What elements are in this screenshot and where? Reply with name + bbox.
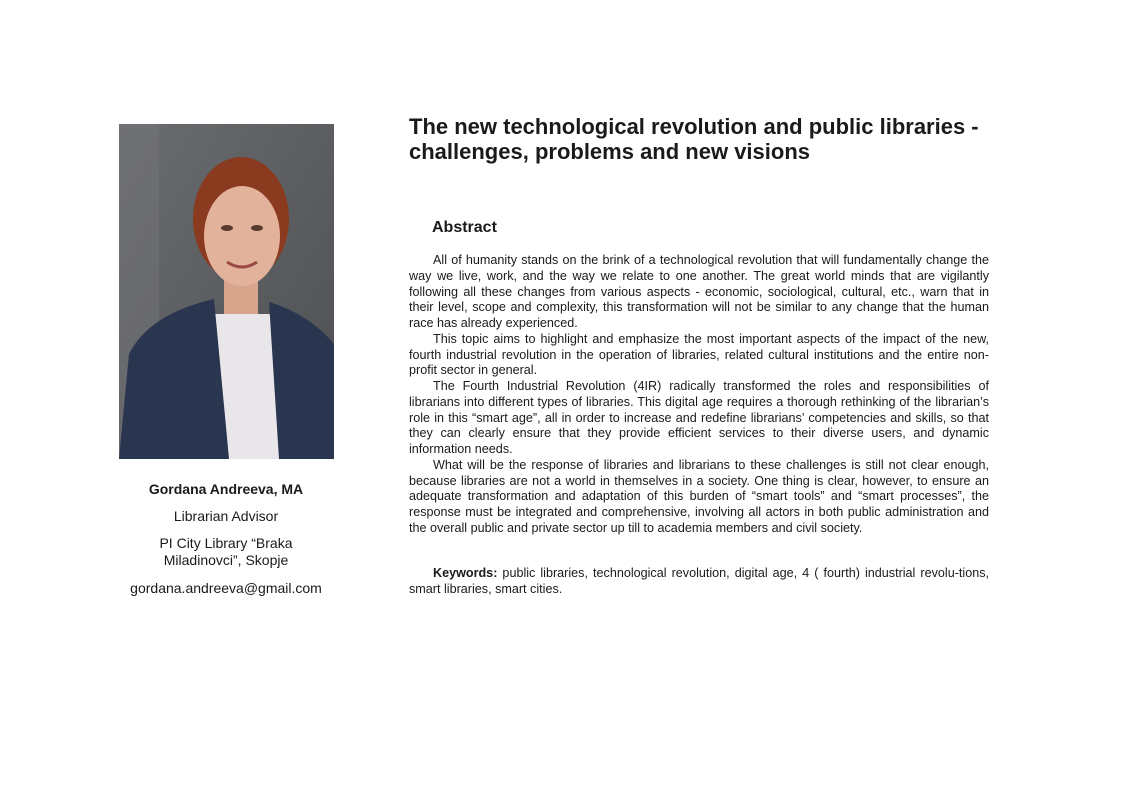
abstract-paragraph: This topic aims to highlight and emphasize the most important aspects of the impact of the new, fourth industrial revolution in the operation of libraries, related cultural institutions and the entire non-profit sector in general.	[409, 331, 989, 378]
author-email[interactable]: gordana.andreeva@gmail.com	[130, 580, 322, 596]
keywords-text: public libraries, technological revolution, digital age, 4 ( fourth) industrial revolu-tions, smart libraries, smart cities.	[409, 566, 989, 596]
abstract-paragraph: What will be the response of libraries and librarians to these challenges is still not clear enough, because libraries are not a world in themselves in a society. One thing is clear, however, to ensure an adequate transformation and adaptation of this burden of “smart tools” and “smart processes”, the response must be integrated and comprehensive, involving all actors in both public administration and the overall public and private sector up till to academia members and civil society.	[409, 457, 989, 535]
affiliation-line: Miladinovci”, Skopje	[163, 552, 289, 568]
abstract-body	[409, 253, 989, 537]
author-role: Librarian Advisor	[173, 508, 279, 524]
abstract-heading: Abstract	[432, 219, 497, 236]
author-name: Gordana Andreeva, MA	[148, 481, 304, 497]
abstract-paragraph: All of humanity stands on the brink of a technological revolution that will fundamentally change the way we live, work, and the way we relate to one another. The great world minds that are vigilantly following all these changes from various aspects - economic, sociological, cultural, etc., warn that in their level, scope and complexity, this transformation will not be similar to any change that the human race has already experienced.	[409, 253, 989, 330]
author-affiliation	[130, 535, 322, 569]
affiliation-line: PI City Library “Braka	[159, 535, 293, 551]
abstract-paragraph: The Fourth Industrial Revolution (4IR) radically transformed the roles and responsibilities of librarians into different types of libraries. This digital age requires a thorough rethinking of the librarian’s role in this “smart age”, all in order to increase and redefine librarians’ competencies and skills, so that they can clearly ensure that they provide efficient services to their diverse users, and dynamic information needs.	[409, 379, 989, 456]
keywords-label: Keywords:	[433, 566, 498, 580]
keywords	[409, 566, 989, 598]
author-photo	[119, 124, 334, 459]
paper-title: The new technological revolution and public libraries - challenges, problems and new visions	[409, 114, 979, 164]
